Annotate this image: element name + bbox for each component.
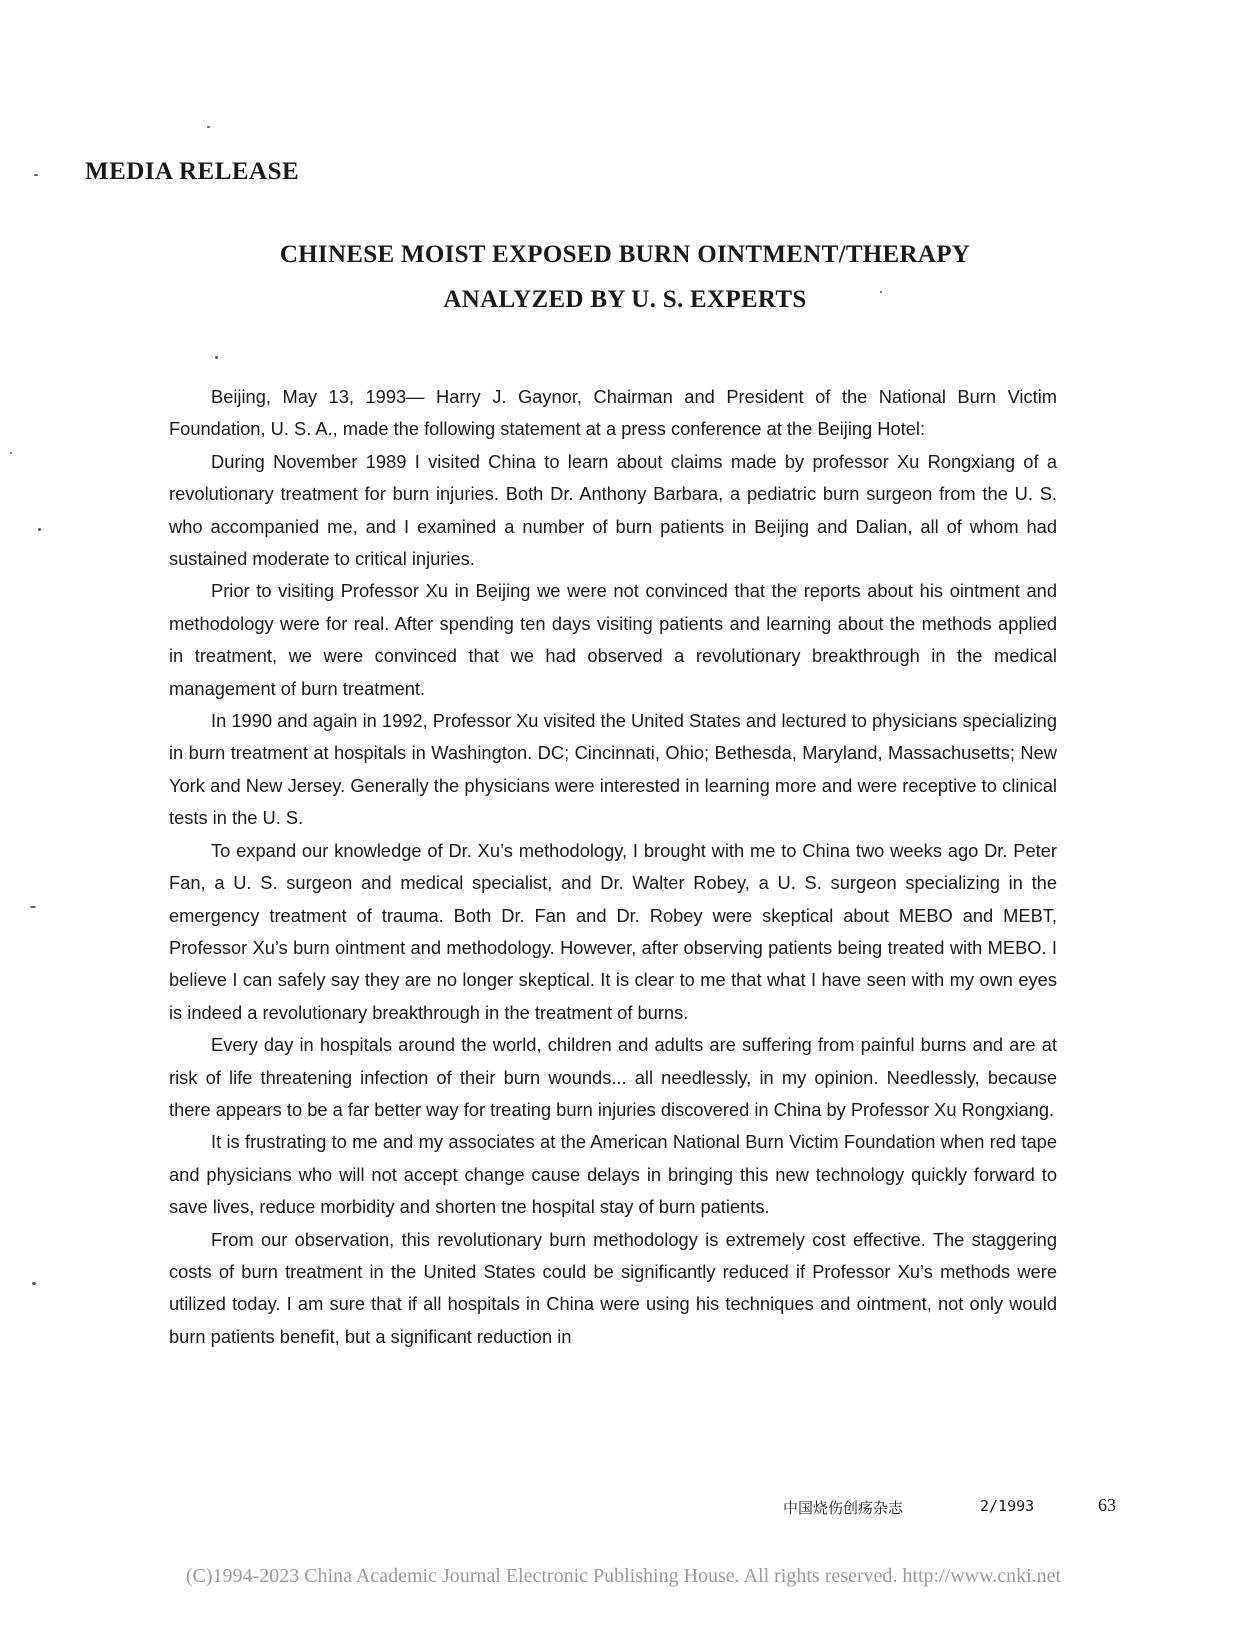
paragraph: In 1990 and again in 1992, Professor Xu visited the United States and lectured to physicians specializing in burn treatment at hospitals in Washington. DC; Cincinnati, Ohio; Bethesda, Maryland, Massachusetts; New York and New Jersey. Generally the physicians were interested in learning more and were receptive to clinical tests in the U. S. (169, 710, 1057, 829)
article-body (169, 381, 1057, 1353)
title-line-1: CHINESE MOIST EXPOSED BURN OINTMENT/THERAPY (279, 241, 971, 268)
scan-speck (207, 126, 210, 128)
title-line-2: ANALYZED BY U. S. EXPERTS (443, 286, 807, 313)
section-label: MEDIA RELEASE (85, 158, 300, 185)
issue-number: 2/1993 (980, 1497, 1035, 1515)
paragraph: It is frustrating to me and my associates at the American National Burn Victim Foundation when red tape and physicians who will not accept change cause delays in bringing this new technology quickly forward to save lives, reduce morbidity and shorten tne hospital stay of burn patients. (169, 1131, 1057, 1218)
scan-speck (215, 356, 218, 359)
paragraph: Every day in hospitals around the world, children and adults are suffering from painful burns and are at risk of life threatening infection of their burn wounds... all needlessly, in my opinion. Needlessly, because there appears to be a far better way for treating burn injuries discovered in China by Professor Xu Rongxiang. (169, 1034, 1057, 1120)
article-title (160, 232, 1090, 322)
scan-speck (10, 452, 12, 454)
paragraph: From our observation, this revolutionary burn methodology is extremely cost effective. The staggering costs of burn treatment in the United States could be significantly reduced if Professor Xu’s methods were utilized today. I am sure that if all hospitals in China were using his techniques and ointment, not only would burn patients benefit, but a significant reduction in (169, 1228, 1057, 1347)
paragraph: Beijing, May 13, 1993— Harry J. Gaynor, Chairman and President of the National Burn Victim Foundation, U. S. A., made the following statement at a press conference at the Beijing Hotel: (169, 386, 1057, 440)
scan-speck (34, 174, 38, 176)
copyright-notice: (C)1994-2023 China Academic Journal Electronic Publishing House. All rights reserved. http://www.cnki.net (185, 1565, 1062, 1587)
scan-speck (38, 528, 41, 531)
paragraph: To expand our knowledge of Dr. Xu’s methodology, I brought with me to China two weeks ago Dr. Peter Fan, a U. S. surgeon and medical specialist, and Dr. Walter Robey, a U. S. surgeon specializing in the emergency treatment of trauma. Both Dr. Fan and Dr. Robey were skeptical about MEBO and MEBT, Professor Xu’s burn ointment and methodology. However, after observing patients being treated with MEBO. I believe I can safely say they are no longer skeptical. It is clear to me that what I have seen with my own eyes is indeed a revolutionary breakthrough in the treatment of burns. (169, 839, 1057, 1023)
paragraph: Prior to visiting Professor Xu in Beijing we were not convinced that the reports about his ointment and methodology were for real. After spending ten days visiting patients and learning about the methods applied in treatment, we were convinced that we had observed a revolutionary breakthrough in the medical management of burn treatment. (169, 580, 1057, 699)
paragraph: During November 1989 I visited China to learn about claims made by professor Xu Rongxiang of a revolutionary treatment for burn injuries. Both Dr. Anthony Barbara, a pediatric burn surgeon from the U. S. who accompanied me, and I examined a number of burn patients in Beijing and Dalian, all of whom had sustained moderate to critical injuries. (169, 450, 1057, 570)
page-number: 63 (1098, 1495, 1116, 1515)
scan-speck (32, 1282, 36, 1285)
scan-speck (30, 906, 36, 908)
journal-name: 中国烧伤创疡杂志 (783, 1499, 904, 1517)
